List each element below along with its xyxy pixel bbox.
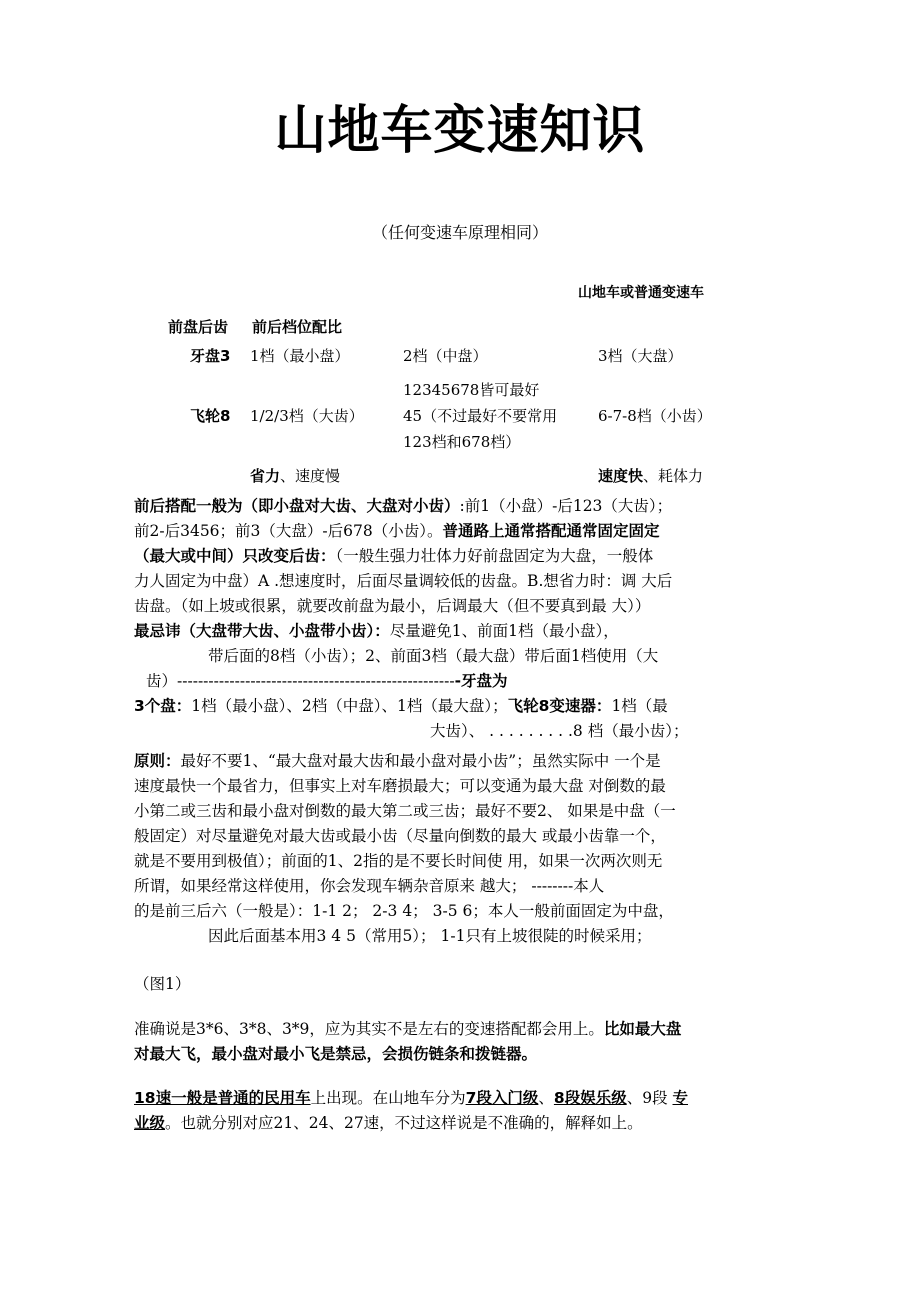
table-footer-right	[598, 465, 703, 486]
table-cell: 45（不过最好不要常用	[403, 407, 558, 425]
text-bold: 前后搭配一般为（即小盘对大齿、大盘对小齿）	[134, 497, 460, 515]
table-cell: 1档（最小盘）	[250, 347, 350, 365]
subtitle: （任何变速车原理相同）	[371, 223, 548, 242]
text: 1档（最	[611, 697, 668, 715]
table-cell: 123档和678档）	[403, 433, 521, 451]
text-bold: （最大或中间）只改变后齿：	[134, 547, 336, 565]
table-row-freewheel-label: 飞轮8	[190, 407, 231, 425]
table-cell: 2档（中盘）	[403, 347, 488, 365]
text: 前2-后3456；前3（大盘）-后678（小齿）。	[134, 522, 443, 540]
text-bold: 飞轮8变速器：	[507, 697, 612, 715]
text: 所谓，如果经常这样使用，你会发现车辆杂音原来 越大； --------本人	[134, 877, 605, 895]
text: 大齿）、 . . . . . . . . .8 档（最小齿）；	[430, 722, 689, 740]
text: 最好不要1、“最大盘对最大齿和最小盘对最小齿”；虽然实际中 一个是	[180, 752, 661, 770]
text: 上出现。在山地车分为	[310, 1089, 466, 1107]
text-underlined: 业级	[134, 1114, 166, 1132]
speed-note: 、耗体力	[643, 467, 704, 485]
effort-note: 、速度慢	[280, 467, 341, 485]
effort-label: 省力	[250, 467, 281, 485]
text: 。也就分别对应21、24、27速，不过这样说是不准确的，解释如上。	[165, 1114, 643, 1132]
text-bold: 3个盘：	[134, 697, 192, 715]
text: 1档（最小盘）、2档（中盘）、1档（最大盘）；	[191, 697, 508, 715]
text-bold: 原则：	[134, 752, 181, 770]
text: 齿盘。（如上坡或很累，就要改前盘为最小，后调最大（但不要真到最 大））	[134, 597, 651, 615]
bike-type-label: 山地车或普通变速车	[578, 285, 704, 301]
text: :前1（小盘）-后123（大齿）；	[459, 497, 673, 515]
text-underlined: 专	[672, 1089, 689, 1107]
paragraph-gear-combos	[134, 494, 786, 744]
text: 带后面的8档（小齿）；2、前面3档（最大盘）带后面1档使用（大	[208, 647, 659, 665]
text-underlined: 8段娱乐级	[553, 1089, 627, 1107]
text: 速度最快一个最省力，但事实上对车磨损最大；可以变通为最大盘 对倒数的最	[134, 777, 666, 795]
speed-label: 速度快	[598, 467, 644, 485]
text-underlined: 18速一般是普通的民用车	[134, 1089, 311, 1107]
text: （一般生强力壮体力好前盘固定为大盘，一般体	[335, 547, 654, 565]
paragraph-principles	[134, 749, 786, 949]
text: 齿）-----------------------------------------------------	[146, 672, 455, 690]
text: 力人固定为中盘）A .想速度时，后面尽量调较低的齿盘。B.想省力时：调 大后	[134, 572, 673, 590]
text: 、	[538, 1089, 554, 1107]
text-bold: 比如最大盘	[603, 1020, 682, 1038]
page-title: 山地车变速知识	[274, 100, 646, 161]
text-bold: -牙盘为	[454, 672, 508, 690]
text: 的是前三后六（一般是）：1-1 2； 2-3 4； 3-5 6；本人一般前面固定为中盘，	[134, 902, 674, 920]
text: 、9段	[626, 1089, 673, 1107]
text-bold: 最忌讳（大盘带大齿、小盘带小齿）：	[134, 622, 390, 640]
paragraph-combinations	[134, 1017, 786, 1067]
text: 般固定）对尽量避免对最大齿或最小齿（尽量向倒数的最大 或最小齿靠一个，	[134, 827, 666, 845]
table-cell: 1/2/3档（大齿）	[250, 407, 364, 425]
text-bold: 普通路上通常搭配通常固定固定	[442, 522, 660, 540]
paragraph-speed-levels	[134, 1086, 786, 1136]
text: 小第二或三齿和最小盘对倒数的最大第二或三齿；最好不要2、 如果是中盘（一	[134, 802, 676, 820]
text: 就是不要用到极值）；前面的1、2指的是不要长时间使 用，如果一次两次则无	[134, 852, 663, 870]
table-row-chainring-label: 牙盘3	[190, 347, 231, 365]
table-cell: 6-7-8档（小齿）	[598, 407, 712, 425]
table-cell: 3档（大盘）	[598, 347, 683, 365]
text: 因此后面基本用3 4 5（常用5）； 1-1只有上坡很陡的时候采用；	[208, 927, 652, 945]
text: 准确说是3*6、3*8、3*9，应为其实不是左右的变速搭配都会用上。	[134, 1020, 604, 1038]
text-bold: 对最大飞，最小盘对最小飞是禁忌，会损伤链条和拨链器。	[134, 1045, 538, 1063]
text: 尽量避免1、前面1档（最小盘），	[389, 622, 619, 640]
figure-caption: （图1）	[134, 975, 191, 993]
table-cell: 12345678皆可最好	[403, 381, 540, 399]
text-underlined: 7段入门级	[465, 1089, 539, 1107]
table-footer-left	[250, 465, 340, 486]
table-header-col1: 前盘后齿	[168, 318, 229, 336]
table-header-col2: 前后档位配比	[252, 318, 343, 336]
